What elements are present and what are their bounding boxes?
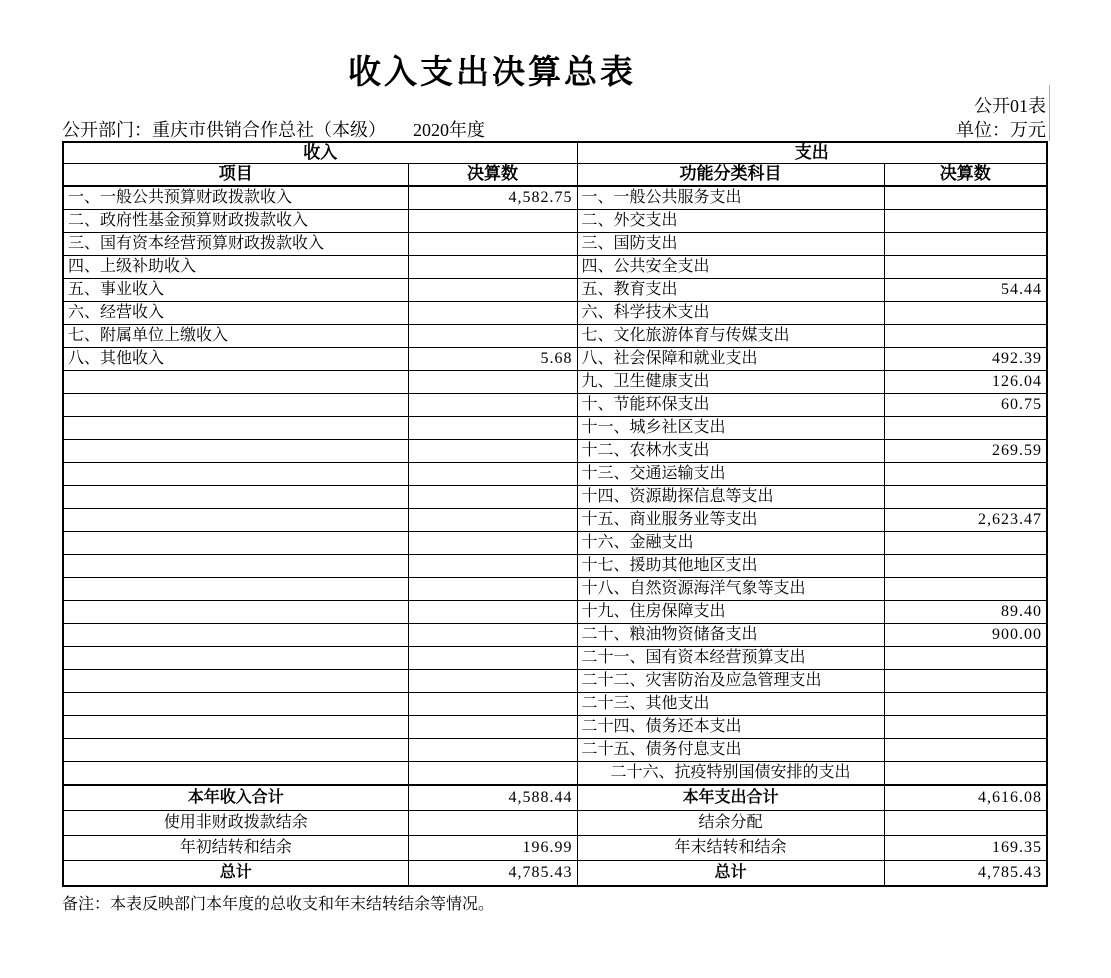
table-row <box>63 278 1047 301</box>
income-item-cell <box>63 531 408 554</box>
income-item-cell <box>63 508 408 531</box>
income-amount-cell <box>408 715 577 738</box>
expense-item-cell: 五、教育支出 <box>577 278 884 301</box>
section-header-row <box>63 142 1047 164</box>
table-row <box>63 416 1047 439</box>
table-row <box>63 738 1047 761</box>
summary-row <box>63 810 1047 835</box>
table-row <box>63 370 1047 393</box>
income-item-cell: 七、附属单位上缴收入 <box>63 324 408 347</box>
table-row <box>63 623 1047 646</box>
income-item-cell <box>63 439 408 462</box>
table-row <box>63 485 1047 508</box>
expense-amount-cell <box>884 301 1047 324</box>
expense-amount-cell <box>884 255 1047 278</box>
table-row <box>63 600 1047 623</box>
income-item-cell <box>63 393 408 416</box>
unit-label: 单位：万元 <box>956 120 1046 140</box>
expense-amount-cell <box>884 738 1047 761</box>
income-amount-cell <box>408 485 577 508</box>
expense-amount-cell <box>884 324 1047 347</box>
expense-amount-cell <box>884 715 1047 738</box>
income-item-cell <box>63 554 408 577</box>
income-amount-cell <box>408 393 577 416</box>
expense-amount-cell <box>884 485 1047 508</box>
table-row <box>63 462 1047 485</box>
summary-income-amount-cell: 4,588.44 <box>408 785 577 811</box>
expense-item-cell: 十五、商业服务业等支出 <box>577 508 884 531</box>
expense-item-cell: 十八、自然资源海洋气象等支出 <box>577 577 884 600</box>
summary-row <box>63 860 1047 886</box>
expense-item-cell: 八、社会保障和就业支出 <box>577 347 884 370</box>
income-amount-cell <box>408 738 577 761</box>
summary-income-label-cell: 使用非财政拨款结余 <box>63 810 408 835</box>
accounts-table <box>62 141 1048 887</box>
income-section-header: 收入 <box>63 142 577 164</box>
expense-item-cell: 二、外交支出 <box>577 209 884 232</box>
column-header-item: 项目 <box>63 164 408 186</box>
table-row <box>63 324 1047 347</box>
expense-amount-cell <box>884 577 1047 600</box>
expense-amount-cell <box>884 531 1047 554</box>
expense-item-cell: 九、卫生健康支出 <box>577 370 884 393</box>
income-amount-cell <box>408 669 577 692</box>
expense-item-cell: 十一、城乡社区支出 <box>577 416 884 439</box>
income-amount-cell <box>408 692 577 715</box>
expense-amount-cell <box>884 554 1047 577</box>
income-item-cell <box>63 416 408 439</box>
income-amount-cell <box>408 209 577 232</box>
summary-income-label-cell: 年初结转和结余 <box>63 835 408 860</box>
income-item-cell: 五、事业收入 <box>63 278 408 301</box>
income-item-cell: 八、其他收入 <box>63 347 408 370</box>
expense-item-cell: 七、文化旅游体育与传媒支出 <box>577 324 884 347</box>
income-item-cell <box>63 600 408 623</box>
expense-amount-cell: 492.39 <box>884 347 1047 370</box>
expense-item-cell: 三、国防支出 <box>577 232 884 255</box>
income-amount-cell <box>408 531 577 554</box>
column-header-row <box>63 164 1047 186</box>
income-amount-cell: 5.68 <box>408 347 577 370</box>
department-line: 公开部门：重庆市供销合作总社（本级） 2020年度 <box>62 120 485 140</box>
column-header-amount2: 决算数 <box>884 164 1047 186</box>
income-amount-cell <box>408 623 577 646</box>
income-item-cell <box>63 715 408 738</box>
income-amount-cell <box>408 370 577 393</box>
expense-item-cell: 十四、资源勘探信息等支出 <box>577 485 884 508</box>
table-row <box>63 232 1047 255</box>
expense-amount-cell <box>884 186 1047 210</box>
income-item-cell <box>63 462 408 485</box>
expense-amount-cell <box>884 209 1047 232</box>
expense-item-cell: 四、公共安全支出 <box>577 255 884 278</box>
summary-income-amount-cell <box>408 810 577 835</box>
income-item-cell: 三、国有资本经营预算财政拨款收入 <box>63 232 408 255</box>
expense-amount-cell <box>884 232 1047 255</box>
expense-item-cell: 十七、援助其他地区支出 <box>577 554 884 577</box>
income-item-cell <box>63 577 408 600</box>
expense-item-cell: 一、一般公共服务支出 <box>577 186 884 210</box>
expense-item-cell: 二十四、债务还本支出 <box>577 715 884 738</box>
table-row <box>63 692 1047 715</box>
expense-amount-cell: 54.44 <box>884 278 1047 301</box>
income-amount-cell: 4,582.75 <box>408 186 577 210</box>
table-row <box>63 577 1047 600</box>
summary-expense-amount-cell: 4,616.08 <box>884 785 1047 811</box>
expense-amount-cell: 2,623.47 <box>884 508 1047 531</box>
summary-income-amount-cell: 4,785.43 <box>408 860 577 886</box>
summary-income-amount-cell: 196.99 <box>408 835 577 860</box>
income-amount-cell <box>408 600 577 623</box>
expense-amount-cell <box>884 416 1047 439</box>
table-row <box>63 761 1047 785</box>
table-code: 公开01表 <box>974 96 1046 116</box>
summary-expense-amount-cell: 4,785.43 <box>884 860 1047 886</box>
income-item-cell <box>63 646 408 669</box>
table-row <box>63 347 1047 370</box>
income-amount-cell <box>408 255 577 278</box>
income-amount-cell <box>408 278 577 301</box>
summary-expense-amount-cell: 169.35 <box>884 835 1047 860</box>
gridline-artifact <box>1049 85 1050 141</box>
column-header-amount: 决算数 <box>408 164 577 186</box>
income-item-cell <box>63 738 408 761</box>
expense-item-cell: 十二、农林水支出 <box>577 439 884 462</box>
expense-amount-cell <box>884 669 1047 692</box>
expense-amount-cell: 126.04 <box>884 370 1047 393</box>
table-row <box>63 209 1047 232</box>
expense-item-cell: 二十二、灾害防治及应急管理支出 <box>577 669 884 692</box>
table-row <box>63 439 1047 462</box>
summary-expense-label-cell: 年末结转和结余 <box>577 835 884 860</box>
summary-income-label-cell: 本年收入合计 <box>63 785 408 811</box>
summary-expense-label-cell: 总计 <box>577 860 884 886</box>
income-amount-cell <box>408 324 577 347</box>
income-item-cell: 六、经营收入 <box>63 301 408 324</box>
expense-amount-cell <box>884 761 1047 785</box>
expense-amount-cell: 900.00 <box>884 623 1047 646</box>
note: 备注：本表反映部门本年度的总收支和年末结转结余等情况。 <box>62 896 495 913</box>
expense-amount-cell: 269.59 <box>884 439 1047 462</box>
income-item-cell: 二、政府性基金预算财政拨款收入 <box>63 209 408 232</box>
expense-item-cell: 二十三、其他支出 <box>577 692 884 715</box>
income-item-cell <box>63 485 408 508</box>
income-item-cell <box>63 623 408 646</box>
column-header-func: 功能分类科目 <box>577 164 884 186</box>
expense-amount-cell: 89.40 <box>884 600 1047 623</box>
table-row <box>63 715 1047 738</box>
summary-expense-label-cell: 本年支出合计 <box>577 785 884 811</box>
income-amount-cell <box>408 646 577 669</box>
expense-amount-cell <box>884 646 1047 669</box>
summary-row <box>63 835 1047 860</box>
page-title: 收入支出决算总表 <box>348 53 636 90</box>
income-item-cell <box>63 669 408 692</box>
table-row <box>63 554 1047 577</box>
expense-item-cell: 十三、交通运输支出 <box>577 462 884 485</box>
expense-amount-cell <box>884 462 1047 485</box>
income-amount-cell <box>408 462 577 485</box>
table-row <box>63 531 1047 554</box>
income-amount-cell <box>408 508 577 531</box>
summary-income-label-cell: 总计 <box>63 860 408 886</box>
table-row <box>63 186 1047 210</box>
income-item-cell <box>63 370 408 393</box>
income-amount-cell <box>408 416 577 439</box>
expense-item-cell: 十九、住房保障支出 <box>577 600 884 623</box>
income-item-cell <box>63 692 408 715</box>
table-row <box>63 508 1047 531</box>
table-row <box>63 669 1047 692</box>
income-amount-cell <box>408 232 577 255</box>
expense-item-cell: 二十一、国有资本经营预算支出 <box>577 646 884 669</box>
summary-expense-amount-cell <box>884 810 1047 835</box>
income-item-cell <box>63 761 408 785</box>
expense-section-header: 支出 <box>577 142 1047 164</box>
expense-item-cell: 二十、粮油物资储备支出 <box>577 623 884 646</box>
expense-item-cell: 十六、金融支出 <box>577 531 884 554</box>
expense-amount-cell: 60.75 <box>884 393 1047 416</box>
summary-expense-label-cell: 结余分配 <box>577 810 884 835</box>
table-row <box>63 393 1047 416</box>
expense-amount-cell <box>884 692 1047 715</box>
income-amount-cell <box>408 554 577 577</box>
summary-row <box>63 785 1047 811</box>
expense-item-cell: 二十五、债务付息支出 <box>577 738 884 761</box>
table-row <box>63 255 1047 278</box>
table-row <box>63 646 1047 669</box>
expense-item-cell: 十、节能环保支出 <box>577 393 884 416</box>
income-item-cell: 一、一般公共预算财政拨款收入 <box>63 186 408 210</box>
income-amount-cell <box>408 761 577 785</box>
income-amount-cell <box>408 439 577 462</box>
income-amount-cell <box>408 577 577 600</box>
table-row <box>63 301 1047 324</box>
expense-item-cell: 二十六、抗疫特别国债安排的支出 <box>577 761 884 785</box>
income-item-cell: 四、上级补助收入 <box>63 255 408 278</box>
expense-item-cell: 六、科学技术支出 <box>577 301 884 324</box>
income-amount-cell <box>408 301 577 324</box>
